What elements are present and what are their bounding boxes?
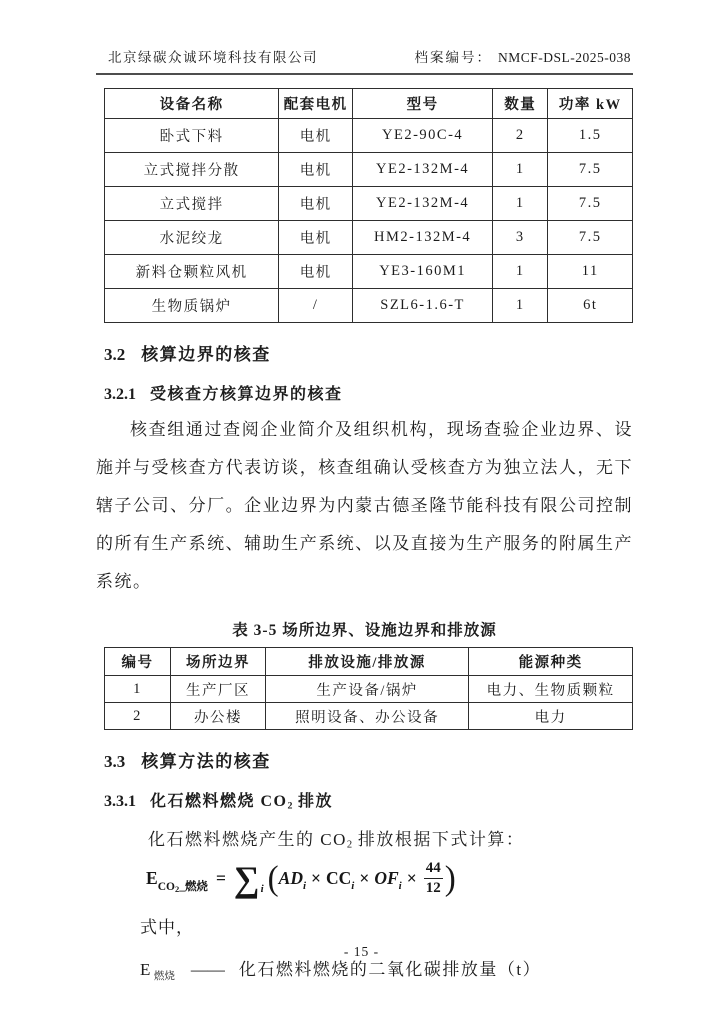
table-cell: 2 bbox=[493, 119, 548, 153]
section-title-text: 化石燃料燃烧 CO bbox=[150, 793, 288, 810]
formula-symbol: E bbox=[146, 868, 158, 889]
term-subscript: i bbox=[351, 880, 355, 893]
table-cell: HM2-132M-4 bbox=[353, 221, 493, 255]
where-label: 式中， bbox=[140, 917, 194, 937]
table-cell: / bbox=[279, 289, 353, 323]
table-row bbox=[105, 703, 633, 730]
table-row bbox=[105, 289, 633, 323]
table-cell: 电机 bbox=[279, 221, 353, 255]
page-number: - 15 - bbox=[343, 944, 380, 959]
table-row bbox=[105, 255, 633, 289]
section-title-text: 排放 bbox=[292, 793, 333, 810]
term-subscript: i bbox=[302, 880, 307, 893]
header-cell: 排放设施/排放源 bbox=[266, 648, 469, 676]
section-number: 3.2 bbox=[104, 345, 126, 364]
table-cell: 电力、生物质颗粒 bbox=[469, 676, 633, 703]
archive-number bbox=[414, 46, 631, 66]
table-cell: YE3-160M1 bbox=[353, 255, 493, 289]
formula-subscript bbox=[158, 878, 208, 894]
header-cell: 编号 bbox=[105, 648, 171, 676]
fraction-denominator: 12 bbox=[425, 880, 441, 897]
archive-number-value: NMCF-DSL-2025-038 bbox=[497, 50, 631, 65]
term-symbol: CC bbox=[326, 868, 352, 889]
table-cell: SZL6-1.6-T bbox=[353, 289, 493, 323]
term-symbol: OF bbox=[374, 868, 399, 889]
section-3-2-heading bbox=[104, 340, 633, 365]
formula-subscript-text: _燃烧 bbox=[179, 881, 208, 894]
open-paren: ( bbox=[267, 859, 279, 898]
header-cell: 场所边界 bbox=[171, 648, 266, 676]
definition-symbol-subscript: 燃烧 bbox=[153, 970, 175, 982]
formula-subscript-digit: 2 bbox=[174, 884, 180, 895]
section-title: 核算方法的核查 bbox=[141, 752, 271, 771]
section-number: 3.3.1 bbox=[104, 793, 136, 810]
intro-text: 化石燃料燃烧产生的 CO bbox=[148, 830, 347, 849]
boundary-table bbox=[104, 647, 633, 730]
table-row bbox=[105, 187, 633, 221]
table-cell: 2 bbox=[105, 703, 171, 730]
table-cell: 3 bbox=[493, 221, 548, 255]
close-paren: ) bbox=[444, 859, 456, 898]
table-cell: 立式搅拌 bbox=[105, 187, 279, 221]
table-row bbox=[105, 119, 633, 153]
section-title bbox=[150, 793, 333, 810]
table-3-5-caption: 表 3-5 场所边界、设施边界和排放源 bbox=[232, 622, 497, 639]
header-cell: 设备名称 bbox=[105, 89, 279, 119]
formula-term-of bbox=[374, 868, 402, 893]
table-cell: 卧式下料 bbox=[105, 119, 279, 153]
table-cell: 办公楼 bbox=[171, 703, 266, 730]
table-cell: 7.5 bbox=[548, 187, 633, 221]
co2-subscript: 2 bbox=[346, 839, 353, 851]
formula-intro-line bbox=[148, 825, 633, 850]
table-cell: 7.5 bbox=[548, 221, 633, 255]
table-row bbox=[105, 153, 633, 187]
table-cell: 新料仓颗粒风机 bbox=[105, 255, 279, 289]
table-cell: 电机 bbox=[279, 153, 353, 187]
term-subscript: i bbox=[398, 880, 402, 893]
table-cell: 水泥绞龙 bbox=[105, 221, 279, 255]
table-cell: 照明设备、办公设备 bbox=[266, 703, 469, 730]
section-number: 3.2.1 bbox=[104, 386, 136, 403]
definition-dash: —— bbox=[190, 959, 225, 979]
times-sign: × bbox=[406, 868, 417, 889]
fraction-44-12 bbox=[424, 860, 443, 898]
table-cell: 1.5 bbox=[548, 119, 633, 153]
table-cell: 1 bbox=[493, 153, 548, 187]
table-cell: 1 bbox=[493, 289, 548, 323]
sigma-symbol: ∑ bbox=[233, 858, 260, 899]
equals-sign: = bbox=[215, 868, 226, 889]
definition-symbol bbox=[140, 960, 175, 980]
company-name: 北京绿碳众诚环境科技有限公司 bbox=[108, 50, 318, 65]
co2-combustion-formula bbox=[146, 860, 633, 898]
boundary-table-header-row bbox=[105, 648, 633, 676]
archive-number-label: 档案编号： bbox=[414, 50, 492, 65]
equipment-table-header-row bbox=[105, 89, 633, 119]
header-cell: 能源种类 bbox=[469, 648, 633, 676]
section-3-2-1-heading bbox=[104, 381, 633, 404]
formula-term-cc bbox=[326, 868, 355, 893]
intro-text: 排放根据下式计算： bbox=[352, 830, 525, 849]
section-3-3-heading bbox=[104, 747, 633, 772]
section-3-3-1-heading bbox=[104, 788, 633, 811]
table-cell: 1 bbox=[105, 676, 171, 703]
fraction-numerator: 44 bbox=[424, 860, 443, 879]
formula-subscript-text: CO bbox=[157, 881, 175, 894]
definition-text: 化石燃料燃烧的二氧化碳排放量（t） bbox=[238, 959, 542, 979]
table-cell: 电力 bbox=[469, 703, 633, 730]
table-cell: 生产设备/锅炉 bbox=[266, 676, 469, 703]
table-cell: YE2-132M-4 bbox=[353, 187, 493, 221]
formula-term-ad bbox=[278, 868, 307, 893]
table-cell: 电机 bbox=[279, 255, 353, 289]
times-sign: × bbox=[359, 868, 370, 889]
term-symbol: AD bbox=[278, 868, 303, 889]
table-cell: 6t bbox=[548, 289, 633, 323]
table-cell: 生产厂区 bbox=[171, 676, 266, 703]
table-cell: 7.5 bbox=[548, 153, 633, 187]
header-cell: 数量 bbox=[493, 89, 548, 119]
section-title: 受核查方核算边界的核查 bbox=[150, 386, 343, 403]
table-cell: 立式搅拌分散 bbox=[105, 153, 279, 187]
table-cell: 电机 bbox=[279, 187, 353, 221]
header-cell: 功率 kW bbox=[548, 89, 633, 119]
header-cell: 配套电机 bbox=[279, 89, 353, 119]
header-cell: 型号 bbox=[353, 89, 493, 119]
section-number: 3.3 bbox=[104, 752, 126, 771]
definition-symbol-base: E bbox=[140, 959, 152, 979]
co2-subscript: 2 bbox=[287, 800, 293, 812]
table-cell: 电机 bbox=[279, 119, 353, 153]
equipment-table bbox=[104, 88, 633, 323]
table-cell: 1 bbox=[493, 255, 548, 289]
table-cell: YE2-90C-4 bbox=[353, 119, 493, 153]
table-cell: 1 bbox=[493, 187, 548, 221]
times-sign: × bbox=[311, 868, 322, 889]
page-header bbox=[96, 46, 633, 75]
section-title: 核算边界的核查 bbox=[141, 345, 271, 364]
table-row bbox=[105, 676, 633, 703]
table-cell: 生物质锅炉 bbox=[105, 289, 279, 323]
formula-lhs bbox=[146, 868, 208, 895]
sigma-index: i bbox=[260, 882, 264, 895]
boundary-paragraph: 核查组通过查阅企业简介及组织机构，现场查验企业边界、设施并与受核查方代表访谈，核查组确认受核查方为独立法人，无下辖子公司、分厂。企业边界为内蒙古德圣隆节能科技有限公司控制的所有生产系统、辅助生产系统、以及直接为生产服务的附属生产系统。 bbox=[96, 420, 633, 591]
table-row bbox=[105, 221, 633, 255]
table-cell: 11 bbox=[548, 255, 633, 289]
table-cell: YE2-132M-4 bbox=[353, 153, 493, 187]
